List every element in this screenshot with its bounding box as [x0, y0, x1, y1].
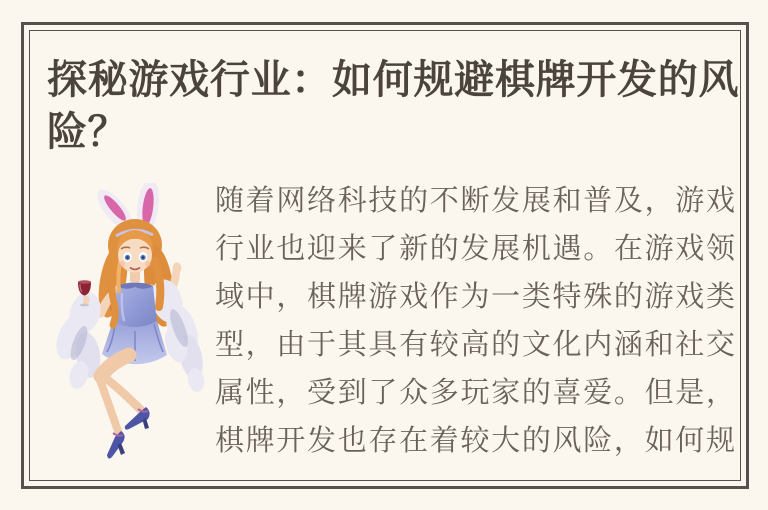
title-line-1: 探秘游戏行业：如何规避棋牌开发的风 [47, 56, 739, 103]
article-line: 随着网络科技的不断发展和普及，游戏 [215, 183, 736, 217]
article-line: 棋牌开发也存在着较大的风险，如何规 [215, 423, 736, 457]
face [117, 230, 153, 273]
bunny-girl-illustration [55, 183, 215, 473]
bunny-girl-image [55, 183, 215, 473]
article-body [215, 176, 736, 464]
article-line: 域中，棋牌游戏作为一类特殊的游戏类 [215, 279, 736, 313]
article-line: 型，由于其具有较高的文化内涵和社交 [215, 327, 736, 361]
article-line: 行业也迎来了新的发展机遇。在游戏领 [215, 231, 736, 265]
article-line: 属性，受到了众多玩家的喜爱。但是， [215, 375, 736, 409]
title-line-2: 险？ [47, 108, 128, 155]
page-title [47, 54, 739, 158]
left-hand [173, 263, 182, 274]
